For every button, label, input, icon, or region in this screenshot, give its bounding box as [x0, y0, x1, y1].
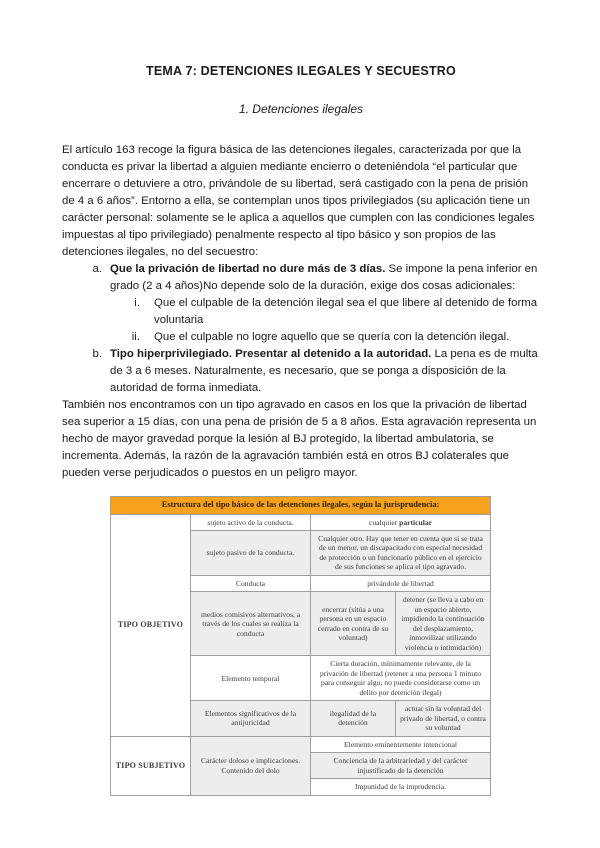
list-item-a-rest: Se impone la pena inferior en grado (2 a 4 años)No depende solo de la duración, exige dos cosas adicionales:: [110, 263, 538, 292]
temporal-label: Elemento temporal: [191, 656, 311, 701]
table-title: Estructura del tipo básico de las detenciones ilegales, según la jurisprudencia:: [111, 497, 491, 515]
antijuricidad-label: Elementos significativos de la antijuricidad: [191, 701, 311, 736]
list-marker-i: i.: [134, 297, 140, 309]
row-doloso-1: [111, 736, 491, 752]
table-title-row: [111, 497, 491, 515]
list-item-b-text: [110, 346, 540, 397]
list-marker-a: a.: [92, 263, 102, 275]
list-item-i: [62, 295, 540, 329]
doloso-value1: Elemento eminentemente intencional: [311, 736, 491, 752]
list-item-a: [62, 261, 540, 295]
doloso-value3: Impunidad de la imprudencia.: [311, 779, 491, 795]
jurisprudencia-table: [110, 496, 491, 796]
sujeto-activo-value-bold: particular: [399, 517, 433, 527]
sujeto-pasivo-value: Cualquier otro. Hay que tener en cuenta que si se trata de un menor, un discapacitado con especial necesidad de protección o un funcionario público en el ejercicio de sus funciones se aplica el tipo agravado.: [311, 530, 491, 575]
page-title: TEMA 7: DETENCIONES ILEGALES Y SECUESTRO: [146, 64, 456, 78]
doloso-label: Carácter doloso e implicaciones. Contenido del dolo: [191, 736, 311, 795]
conducta-value: privándole de libertad: [311, 575, 491, 591]
list-item-ii-text: Que el culpable no logre aquello que se quería con la detención ilegal.: [154, 331, 510, 343]
medios-detener: detener (se lleva a cabo en un espacio abierto, impidiendo la continuación del desplazamiento, inmovilizar utilizando violencia o intimidación): [396, 592, 491, 656]
row-sujeto-activo: [111, 514, 491, 530]
sujeto-activo-value-normal: cualquier: [368, 517, 400, 527]
list-item-b-rest: La pena es de multa de 3 a 6 meses. Naturalmente, es necesario, que se ponga a disposición de la autoridad de forma inmediata.: [110, 348, 538, 394]
document-body: [62, 142, 540, 482]
sujeto-activo-label: sujeto activo de la conducta.: [191, 514, 311, 530]
doloso-value2: Conciencia de la arbitrariedad y del carácter injustificado de la detención: [311, 753, 491, 779]
section-heading: 1. Detenciones ilegales: [238, 102, 364, 116]
tipo-subjetivo-cell: TIPO SUBJETIVO: [111, 736, 191, 795]
list-item-a-text: [110, 261, 540, 295]
list-item-a-bold: Que la privación de libertad no dure más de 3 días.: [110, 263, 386, 275]
list-marker-ii: ii.: [131, 331, 140, 343]
list-item-b-bold: Tipo hiperprivilegiado. Presentar al detenido a la autoridad.: [110, 348, 432, 360]
medios-encerrar: encerrar (sitúa a una persona en un espacio cerrado en contra de su voluntad): [311, 592, 396, 656]
antijuricidad-value2: actuar sin la voluntad del privado de libertad, o contra su voluntad: [396, 701, 491, 736]
list-item-i-text: Que el culpable de la detención ilegal sea el que libere al detenido de forma voluntaria: [154, 297, 538, 326]
sujeto-activo-value: [311, 514, 491, 530]
temporal-value: Cierta duración, mínimamente relevante, de la privación de libertad (retener a una persona 1 minuto para conseguir algo, no puede considerarse como un delito por detención ilegal): [311, 656, 491, 701]
paragraph-intro: El artículo 163 recoge la figura básica de las detenciones ilegales, caracterizada por que la conducta es privar la libertad a alguien mediante encierro o deteniéndola “el particular que encerrare o detuviere a otro, privándole de su libertad, será castigado con la pena de prisión de 4 a 6 años”. Entorno a ella, se contemplan unos tipos privilegiados (su aplicación tiene un carácter personal: solamente se le aplica a aquellos que cumplen con las condiciones legales impuestas al tipo privilegiado) penalmente respecto al tipo básico y son propios de las detenciones ilegales, no del secuestro:: [62, 144, 535, 258]
paragraph-agravado: También nos encontramos con un tipo agravado en casos en los que la privación de libertad sea superior a 15 días, con una pena de prisión de 5 a 8 años. Esta agravación representa un hecho de mayor gravedad porque la lesión al BJ protegido, la libertad ambulatoria, se incrementa. Además, la razón de la agravación también está en otros BJ colaterales que pueden verse perjudicados o puestos en un peligro mayor.: [62, 399, 537, 479]
tipo-objetivo-cell: TIPO OBJETIVO: [111, 514, 191, 736]
list-item-b: [62, 346, 540, 397]
list-item-ii: [62, 329, 540, 346]
sujeto-pasivo-label: sujeto pasivo de la conducta.: [191, 530, 311, 575]
antijuricidad-value1: ilegalidad de la detención: [311, 701, 396, 736]
conducta-label: Conducta: [191, 575, 311, 591]
medios-label: medios comisivos alternativos, a través de los cuales se realiza la conducta: [191, 592, 311, 656]
list-marker-b: b.: [92, 348, 102, 360]
